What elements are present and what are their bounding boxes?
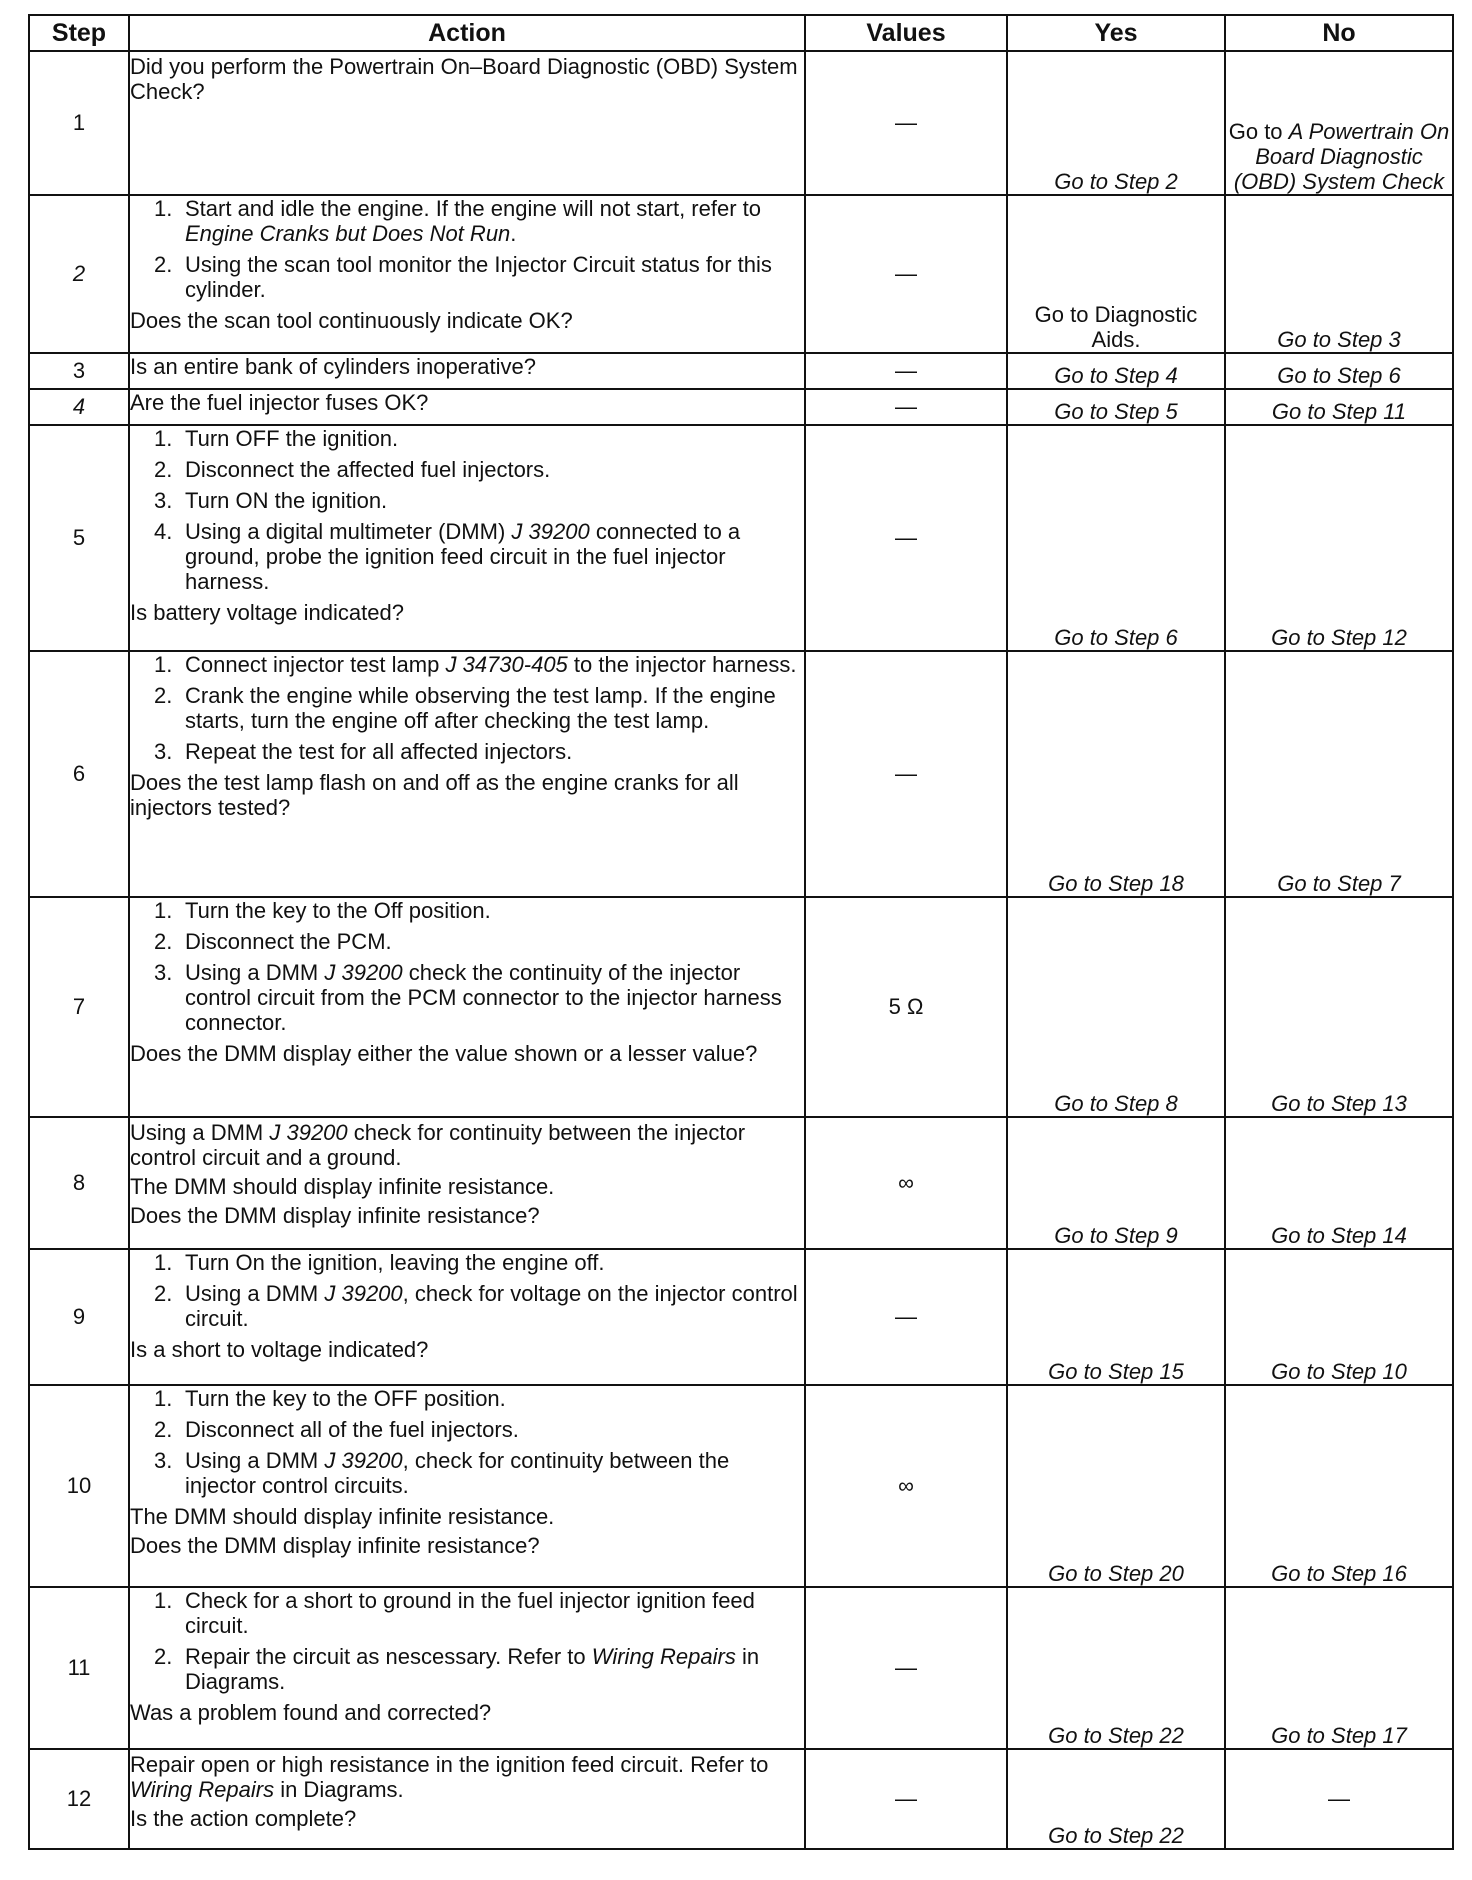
header-yes: Yes (1007, 15, 1225, 51)
step-number: 3 (29, 353, 129, 389)
action-cell (129, 1385, 805, 1587)
action-question: Does the scan tool continuously indicate OK? (130, 308, 573, 333)
no-cell: Go to Step 13 (1225, 897, 1453, 1117)
step-number: 9 (29, 1249, 129, 1385)
value-cell: ∞ (805, 1385, 1007, 1587)
step-number: 7 (29, 897, 129, 1117)
action-step-item: 3. Turn ON the ignition. (154, 488, 388, 513)
value-cell: — (805, 425, 1007, 651)
action-cell (129, 1587, 805, 1749)
no-cell: Go to Step 3 (1225, 195, 1453, 353)
no-link-text: A Powertrain On Board Diagnostic (OBD) System Check (1233, 119, 1450, 194)
action-question: Does the DMM display either the value shown or a lesser value? (130, 1041, 758, 1066)
action-cell (129, 51, 805, 195)
yes-cell: Go to Step 18 (1007, 651, 1225, 897)
action-step-item: 2. Using the scan tool monitor the Injector Circuit status for this cylinder. (154, 252, 772, 302)
action-note: The DMM should display infinite resistance. (130, 1504, 555, 1529)
action-question: Is battery voltage indicated? (130, 600, 404, 625)
action-steps (130, 426, 804, 594)
step-number: 10 (29, 1385, 129, 1587)
header-row (29, 15, 1453, 51)
action-question: Does the test lamp flash on and off as the engine cranks for all injectors tested? (130, 770, 739, 820)
action-instruction: Using a DMM J 39200 check for continuity between the injector control circuit and a ground. (130, 1120, 746, 1170)
no-cell: Go to Step 17 (1225, 1587, 1453, 1749)
yes-cell: Go to Step 22 (1007, 1587, 1225, 1749)
action-step-item: 1. Connect injector test lamp J 34730-405 to the injector harness. (154, 652, 797, 677)
action-cell (129, 425, 805, 651)
header-action: Action (129, 15, 805, 51)
action-step-item: 2. Disconnect all of the fuel injectors. (154, 1417, 519, 1442)
diagnostic-table (28, 14, 1454, 1850)
table-row (29, 1385, 1453, 1587)
table-row (29, 425, 1453, 651)
action-note: The DMM should display infinite resistance. (130, 1174, 555, 1199)
table-row (29, 897, 1453, 1117)
no-cell: Go to Step 7 (1225, 651, 1453, 897)
yes-cell: Go to Step 6 (1007, 425, 1225, 651)
action-step-item: 3. Using a DMM J 39200, check for continuity between the injector control circuits. (154, 1448, 730, 1498)
no-prefix: Go to (1228, 119, 1289, 144)
action-cell (129, 897, 805, 1117)
value-cell: — (805, 651, 1007, 897)
table-row (29, 353, 1453, 389)
action-steps (130, 1250, 804, 1331)
table-row (29, 651, 1453, 897)
action-question: Was a problem found and corrected? (130, 1700, 492, 1725)
value-cell: 5 Ω (805, 897, 1007, 1117)
step-number: 8 (29, 1117, 129, 1249)
action-cell (129, 651, 805, 897)
value-cell: ∞ (805, 1117, 1007, 1249)
step-number: 2 (29, 195, 129, 353)
action-step-item: 1. Start and idle the engine. If the engine will not start, refer to Engine Cranks but Does Not Run. (154, 196, 762, 246)
no-cell (1225, 51, 1453, 195)
action-step-item: 1. Check for a short to ground in the fuel injector ignition feed circuit. (154, 1588, 755, 1638)
action-question: Did you perform the Powertrain On–Board Diagnostic (OBD) System Check? (130, 54, 798, 104)
yes-cell: Go to Step 8 (1007, 897, 1225, 1117)
action-cell (129, 195, 805, 353)
value-cell: — (805, 353, 1007, 389)
action-cell (129, 353, 805, 389)
yes-cell: Go to Step 2 (1007, 51, 1225, 195)
no-cell: Go to Step 16 (1225, 1385, 1453, 1587)
table-row (29, 51, 1453, 195)
no-cell: Go to Step 12 (1225, 425, 1453, 651)
action-steps (130, 652, 804, 764)
table-row (29, 389, 1453, 425)
action-question: Does the DMM display infinite resistance? (130, 1203, 540, 1228)
step-number: 6 (29, 651, 129, 897)
action-steps (130, 196, 804, 302)
no-cell: — (1225, 1749, 1453, 1849)
action-step-item: 3. Repeat the test for all affected injectors. (154, 739, 573, 764)
action-step-item: 4. Using a digital multimeter (DMM) J 39200 connected to a ground, probe the ignition feed circuit in the fuel injector harness. (154, 519, 741, 594)
action-step-item: 2. Crank the engine while observing the test lamp. If the engine starts, turn the engine off after checking the test lamp. (154, 683, 776, 733)
header-values: Values (805, 15, 1007, 51)
action-step-item: 3. Using a DMM J 39200 check the continuity of the injector control circuit from the PCM connector to the injector harness connector. (154, 960, 782, 1035)
table-row (29, 1117, 1453, 1249)
header-step: Step (29, 15, 129, 51)
action-steps (130, 1386, 804, 1498)
action-question: Is an entire bank of cylinders inoperative? (130, 354, 537, 379)
value-cell: — (805, 389, 1007, 425)
step-number: 4 (29, 389, 129, 425)
no-cell: Go to Step 11 (1225, 389, 1453, 425)
action-instruction: Repair open or high resistance in the ignition feed circuit. Refer to Wiring Repairs in Diagrams. (130, 1752, 769, 1802)
table-row (29, 195, 1453, 353)
yes-cell: Go to Step 15 (1007, 1249, 1225, 1385)
step-number: 1 (29, 51, 129, 195)
no-cell: Go to Step 6 (1225, 353, 1453, 389)
step-number: 11 (29, 1587, 129, 1749)
action-step-item: 2. Disconnect the affected fuel injectors. (154, 457, 551, 482)
value-cell: — (805, 1749, 1007, 1849)
action-step-item: 1. Turn On the ignition, leaving the engine off. (154, 1250, 605, 1275)
table-row (29, 1587, 1453, 1749)
action-question: Are the fuel injector fuses OK? (130, 390, 429, 415)
action-step-item: 1. Turn the key to the OFF position. (154, 1386, 506, 1411)
value-cell: — (805, 1249, 1007, 1385)
action-question: Is a short to voltage indicated? (130, 1337, 429, 1362)
action-step-item: 1. Turn OFF the ignition. (154, 426, 399, 451)
table-row (29, 1249, 1453, 1385)
no-cell: Go to Step 14 (1225, 1117, 1453, 1249)
action-question: Does the DMM display infinite resistance? (130, 1533, 540, 1558)
yes-cell: Go to Step 20 (1007, 1385, 1225, 1587)
header-no: No (1225, 15, 1453, 51)
value-cell: — (805, 51, 1007, 195)
action-steps (130, 898, 804, 1035)
action-cell (129, 1749, 805, 1849)
action-cell (129, 389, 805, 425)
action-cell (129, 1117, 805, 1249)
yes-cell: Go to Step 4 (1007, 353, 1225, 389)
no-cell: Go to Step 10 (1225, 1249, 1453, 1385)
action-step-item: 2. Disconnect the PCM. (154, 929, 392, 954)
action-question: Is the action complete? (130, 1806, 357, 1831)
table-row (29, 1749, 1453, 1849)
action-steps (130, 1588, 804, 1694)
value-cell: — (805, 195, 1007, 353)
yes-cell: Go to Diagnostic Aids. (1007, 195, 1225, 353)
action-step-item: 2. Repair the circuit as nescessary. Refer to Wiring Repairs in Diagrams. (154, 1644, 760, 1694)
action-cell (129, 1249, 805, 1385)
yes-cell: Go to Step 5 (1007, 389, 1225, 425)
step-number: 5 (29, 425, 129, 651)
yes-cell: Go to Step 22 (1007, 1749, 1225, 1849)
action-step-item: 1. Turn the key to the Off position. (154, 898, 491, 923)
value-cell: — (805, 1587, 1007, 1749)
action-step-item: 2. Using a DMM J 39200, check for voltage on the injector control circuit. (154, 1281, 798, 1331)
step-number: 12 (29, 1749, 129, 1849)
yes-cell: Go to Step 9 (1007, 1117, 1225, 1249)
